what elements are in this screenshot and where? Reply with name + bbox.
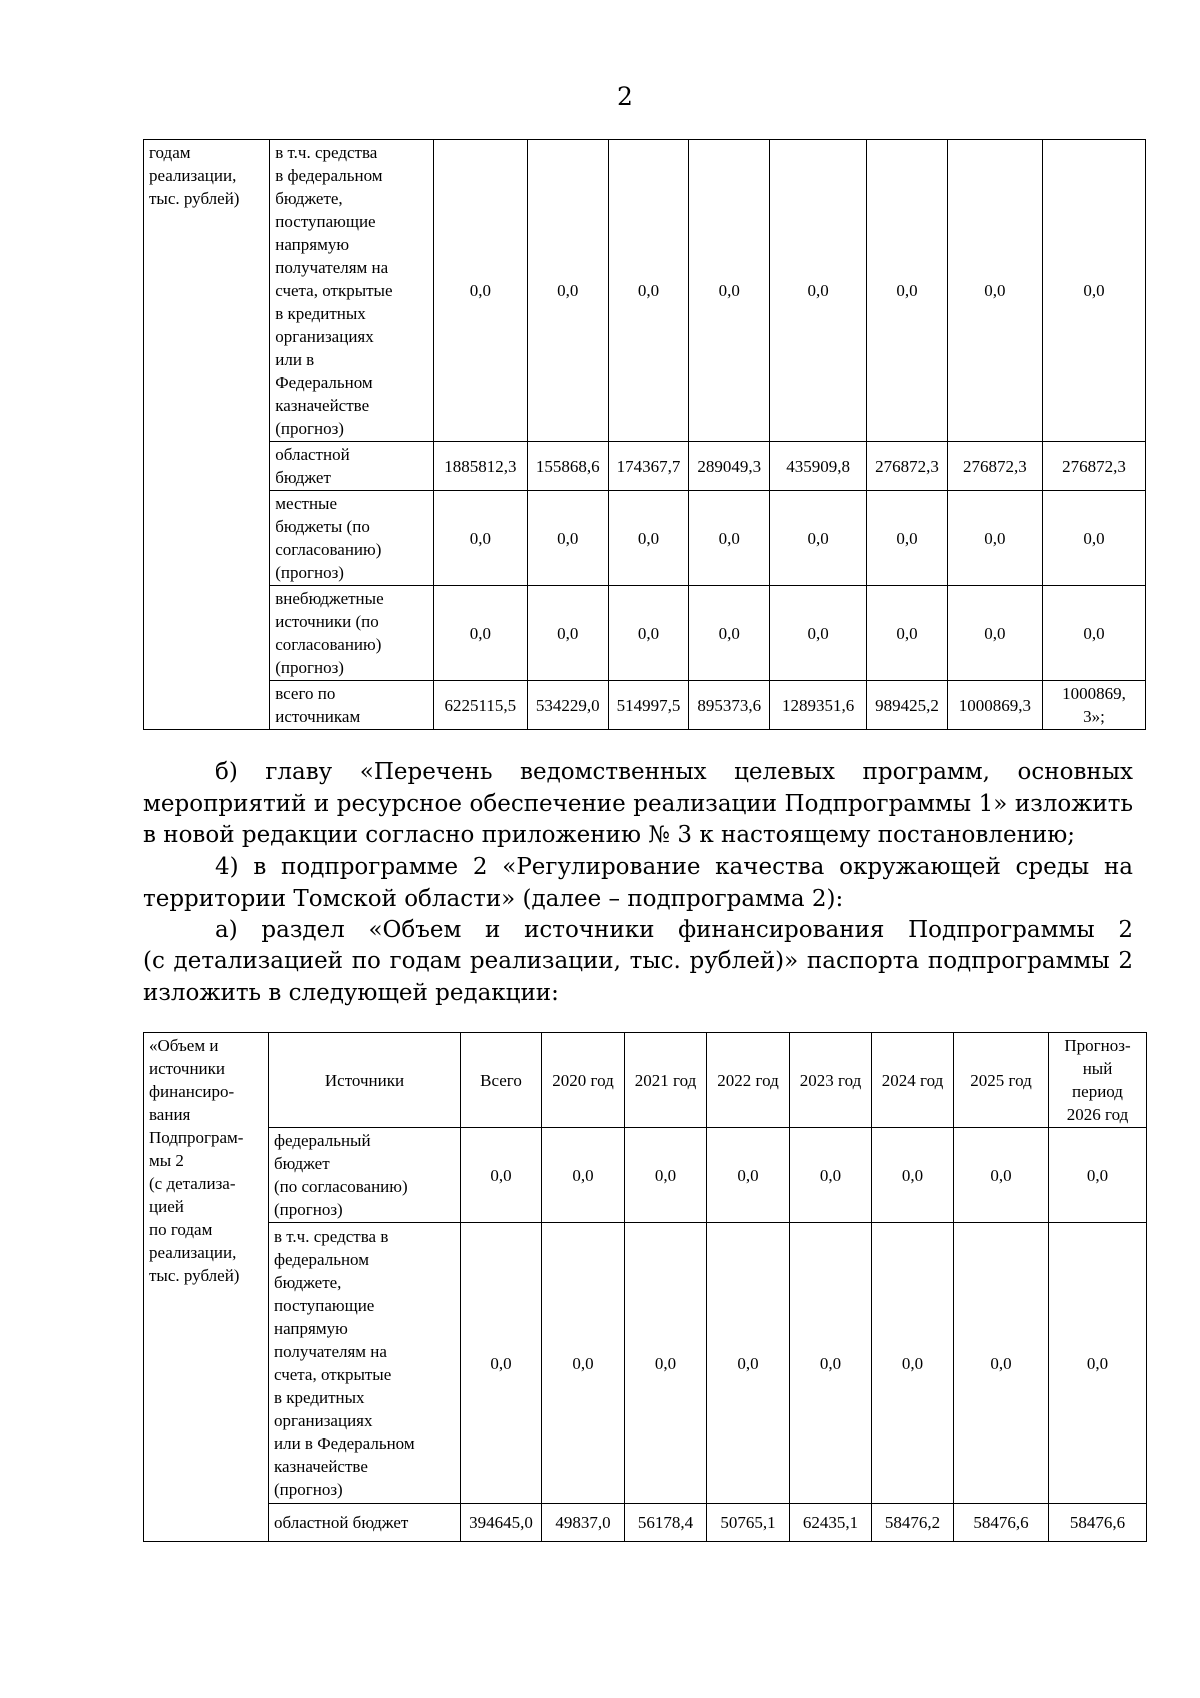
value-cell-text: 6225115,5 (444, 695, 517, 715)
value-cell-text: 0,0 (490, 1165, 512, 1185)
value-cell (542, 1223, 625, 1504)
value-cell-text: 0,0 (490, 1353, 512, 1373)
table-row (144, 442, 1146, 491)
value-cell (1049, 1504, 1147, 1542)
value-cell (1042, 140, 1145, 442)
value-cell (867, 681, 948, 730)
value-cell (433, 681, 527, 730)
value-cell-text: 289049,3 (697, 456, 762, 476)
value-cell-text: 1289351,6 (782, 695, 855, 715)
value-cell (608, 681, 689, 730)
table-row (144, 1128, 1147, 1223)
source-label-text: в т.ч. средства в федеральном бюджете, поступающие напрямую получателям на счета, открытые в кредитных организациях или в Федеральном казначействе (прогноз) (275, 143, 393, 438)
funding-table-subprogram-2 (143, 1032, 1147, 1542)
value-cell (689, 442, 770, 491)
value-cell-text: 0,0 (572, 1165, 594, 1185)
value-cell (689, 491, 770, 586)
value-cell (433, 491, 527, 586)
value-cell (1042, 681, 1145, 730)
value-cell (947, 681, 1042, 730)
value-cell (954, 1128, 1049, 1223)
value-cell-text: 0,0 (1083, 623, 1105, 643)
value-cell-text: 0,0 (1083, 528, 1105, 548)
value-cell-text: 0,0 (737, 1353, 759, 1373)
source-label (270, 491, 434, 586)
value-cell-text: 435909,8 (786, 456, 851, 476)
source-label (270, 586, 434, 681)
value-cell (770, 442, 867, 491)
value-cell-text: 0,0 (718, 528, 740, 548)
value-cell-text: 276872,3 (963, 456, 1027, 476)
column-header-text: Всего (480, 1070, 522, 1090)
table-header-row (144, 1033, 1147, 1128)
value-cell (872, 1223, 954, 1504)
paragraph-item-4: 4) в подпрограмме 2 «Регулирование качества окружающей среды на территории Томской области» (далее – подпрограмма 2): (143, 854, 1133, 912)
value-cell (1049, 1223, 1147, 1504)
source-label (270, 681, 434, 730)
value-cell (707, 1128, 790, 1223)
column-header (707, 1033, 790, 1128)
source-label-text: федеральный бюджет (по согласованию) (прогноз) (274, 1131, 408, 1219)
source-label (269, 1128, 461, 1223)
value-cell-text: 0,0 (901, 1165, 924, 1185)
table-row (144, 1504, 1147, 1542)
table-row (144, 491, 1146, 586)
value-cell (608, 586, 689, 681)
source-label (269, 1223, 461, 1504)
value-cell (770, 140, 867, 442)
value-cell (947, 491, 1042, 586)
column-header (954, 1033, 1049, 1128)
value-cell-text: 0,0 (819, 1165, 842, 1185)
value-cell (527, 140, 608, 442)
column-header (461, 1033, 542, 1128)
value-cell-text: 0,0 (984, 281, 1006, 300)
value-cell-text: 895373,6 (697, 695, 762, 715)
value-cell (608, 140, 689, 442)
value-cell-text: 1000869, 3»; (1062, 684, 1126, 726)
value-cell-text: 0,0 (901, 1353, 924, 1373)
value-cell-text: 989425,2 (875, 695, 939, 715)
value-cell-text: 0,0 (807, 623, 829, 643)
column-header-text: Прогноз- ный период 2026 год (1064, 1036, 1131, 1124)
value-cell-text: 0,0 (469, 281, 491, 300)
value-cell (867, 442, 948, 491)
column-header (542, 1033, 625, 1128)
value-cell (433, 140, 527, 442)
value-cell-text: 174367,7 (616, 456, 681, 476)
value-cell-text: 0,0 (654, 1165, 677, 1185)
value-cell (527, 681, 608, 730)
source-label (270, 442, 434, 491)
value-cell (790, 1128, 872, 1223)
source-label-text: всего по источникам (275, 684, 361, 726)
value-cell-text: 0,0 (896, 623, 918, 643)
value-cell (954, 1504, 1049, 1542)
value-cell (1042, 442, 1145, 491)
row-group-label (144, 1033, 269, 1542)
value-cell-text: 1885812,3 (444, 456, 517, 476)
funding-table-subprogram-1 (143, 139, 1146, 730)
value-cell (947, 586, 1042, 681)
value-cell (527, 491, 608, 586)
value-cell (707, 1223, 790, 1504)
value-cell (608, 442, 689, 491)
value-cell-text: 0,0 (984, 623, 1006, 643)
value-cell-text: 155868,6 (535, 456, 600, 476)
value-cell (707, 1504, 790, 1542)
column-header (790, 1033, 872, 1128)
value-cell-text: 0,0 (896, 528, 918, 548)
value-cell-text: 56178,4 (637, 1513, 694, 1532)
value-cell-text: 0,0 (807, 281, 829, 300)
column-header-text: 2020 год (552, 1070, 614, 1090)
value-cell (770, 681, 867, 730)
value-cell (872, 1128, 954, 1223)
paragraph-item-a-rest: (с детализацией по годам реализации, тыс. рублей)» паспорта подпрограммы 2 изложить в следующей редакции: (143, 948, 1133, 1006)
column-header-text: 2025 год (970, 1070, 1032, 1090)
value-cell (1042, 586, 1145, 681)
value-cell (867, 491, 948, 586)
value-cell (1042, 491, 1145, 586)
value-cell-text: 0,0 (469, 528, 491, 548)
value-cell (461, 1223, 542, 1504)
value-cell-text: 394645,0 (469, 1513, 533, 1532)
value-cell-text: 0,0 (718, 623, 740, 643)
value-cell-text: 0,0 (469, 623, 491, 643)
value-cell-text: 0,0 (1086, 1165, 1109, 1185)
value-cell-text: 50765,1 (720, 1513, 776, 1532)
source-label (270, 140, 434, 442)
value-cell-text: 0,0 (819, 1353, 842, 1373)
value-cell (625, 1504, 707, 1542)
row-group-label-text: «Объем и источники финансиро- вания Подпрограм- мы 2 (с детализа- цией по годам реализации, тыс. рублей) (149, 1036, 244, 1285)
value-cell (689, 140, 770, 442)
value-cell-text: 0,0 (718, 281, 740, 300)
value-cell-text: 49837,0 (555, 1513, 611, 1532)
value-cell-text: 0,0 (990, 1353, 1012, 1373)
row-group-label-text: годам реализации, тыс. рублей) (149, 143, 240, 208)
value-cell-text: 0,0 (557, 281, 579, 300)
table-row (144, 1223, 1147, 1504)
column-header-text: Источники (324, 1070, 405, 1090)
value-cell (433, 442, 527, 491)
column-header (872, 1033, 954, 1128)
value-cell-text: 276872,3 (1062, 456, 1126, 476)
source-label-text: областной бюджет (274, 1513, 409, 1532)
column-header-text: 2023 год (799, 1070, 862, 1090)
value-cell-text: 0,0 (637, 281, 660, 300)
value-cell-text: 0,0 (1086, 1353, 1109, 1373)
table-row (144, 681, 1146, 730)
value-cell-text: 0,0 (807, 528, 829, 548)
value-cell-text: 514997,5 (616, 695, 681, 715)
value-cell-text: 62435,1 (802, 1513, 859, 1532)
value-cell (790, 1504, 872, 1542)
table-row (144, 586, 1146, 681)
value-cell-text: 0,0 (737, 1165, 759, 1185)
value-cell (625, 1223, 707, 1504)
column-header-text: 2022 год (717, 1070, 779, 1090)
value-cell-text: 534229,0 (535, 695, 600, 715)
value-cell (542, 1128, 625, 1223)
value-cell (770, 491, 867, 586)
value-cell-text: 0,0 (637, 528, 660, 548)
value-cell (872, 1504, 954, 1542)
value-cell (770, 586, 867, 681)
value-cell (461, 1128, 542, 1223)
value-cell (527, 442, 608, 491)
value-cell (790, 1223, 872, 1504)
value-cell (542, 1504, 625, 1542)
column-header (625, 1033, 707, 1128)
column-header-text: 2021 год (634, 1070, 697, 1090)
value-cell-text: 0,0 (654, 1353, 677, 1373)
value-cell (608, 491, 689, 586)
source-label-text: в т.ч. средства в федеральном бюджете, поступающие напрямую получателям на счета, открытые в кредитных организациях или в Федеральном казначействе (прогноз) (274, 1227, 415, 1499)
value-cell-text: 0,0 (990, 1165, 1012, 1185)
value-cell-text: 0,0 (1083, 281, 1105, 300)
value-cell (527, 586, 608, 681)
value-cell-text: 0,0 (984, 528, 1006, 548)
value-cell-text: 58476,2 (884, 1513, 941, 1532)
value-cell (689, 586, 770, 681)
row-group-label (144, 140, 270, 730)
value-cell-text: 0,0 (572, 1353, 594, 1373)
value-cell-text: 276872,3 (875, 456, 939, 476)
table-row (144, 140, 1146, 442)
value-cell (954, 1223, 1049, 1504)
value-cell (689, 681, 770, 730)
value-cell (625, 1128, 707, 1223)
source-label (269, 1504, 461, 1542)
value-cell (867, 140, 948, 442)
value-cell-text: 58476,6 (1069, 1513, 1126, 1532)
paragraph-item-a-line1: а) раздел «Объем и источники финансирования Подпрограммы 2 (215, 917, 1133, 943)
value-cell (867, 586, 948, 681)
source-label-text: областной бюджет (275, 445, 350, 487)
value-cell-text: 0,0 (557, 528, 579, 548)
value-cell (461, 1504, 542, 1542)
value-cell (1049, 1128, 1147, 1223)
column-header-text: 2024 год (881, 1070, 944, 1090)
source-label-text: внебюджетные источники (по согласованию) (прогноз) (275, 589, 384, 677)
column-header (1049, 1033, 1147, 1128)
value-cell-text: 1000869,3 (958, 695, 1032, 715)
source-label-text: местные бюджеты (по согласованию) (прогноз) (275, 494, 382, 582)
paragraph-item-b: б) главу «Перечень ведомственных целевых программ, основных мероприятий и ресурсное обеспечение реализации Подпрограммы 1» изложить в новой редакции согласно приложению № 3 к настоящему постановлению; (143, 759, 1133, 848)
value-cell-text: 0,0 (637, 623, 660, 643)
value-cell (947, 140, 1042, 442)
value-cell-text: 0,0 (896, 281, 918, 300)
page-number: 2 (617, 82, 633, 111)
value-cell-text: 58476,6 (973, 1513, 1029, 1532)
value-cell (433, 586, 527, 681)
value-cell (947, 442, 1042, 491)
column-header (269, 1033, 461, 1128)
value-cell-text: 0,0 (557, 623, 579, 643)
